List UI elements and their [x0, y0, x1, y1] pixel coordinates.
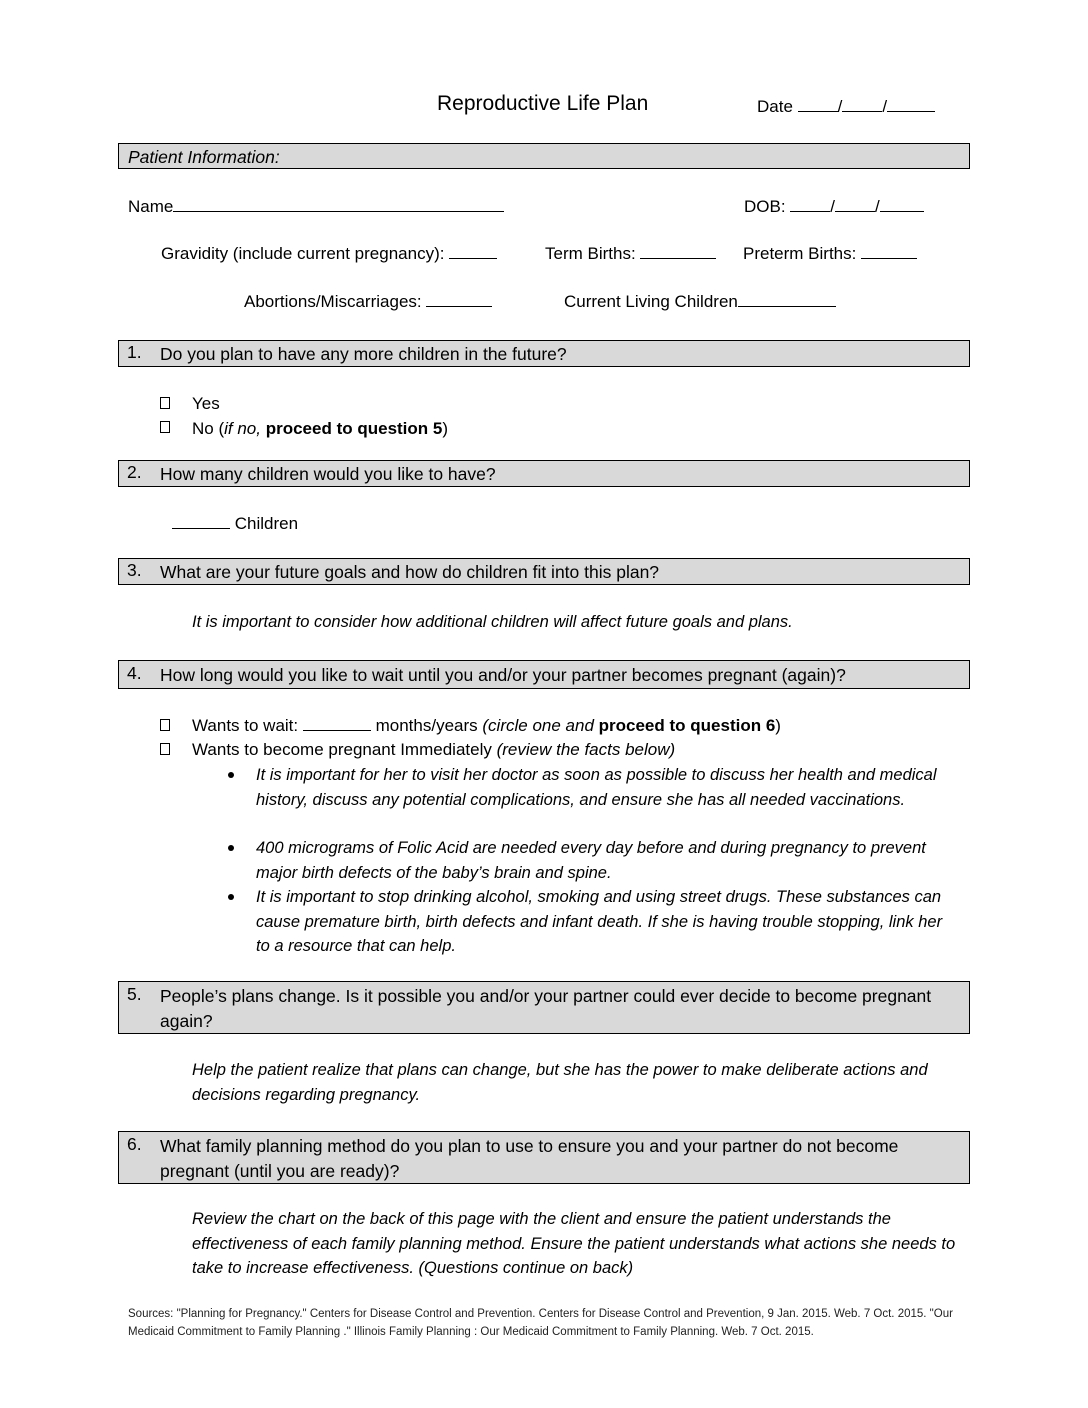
living-children-label: Current Living Children	[564, 292, 738, 311]
question-1-text: Do you plan to have any more children in the future?	[160, 344, 567, 364]
q1-no-instruction: proceed to question 5	[265, 419, 443, 438]
name-field[interactable]	[128, 197, 504, 217]
question-5-note: Help the patient realize that plans can change, but she has the power to make deliberate actions and decisions regarding pregnancy.	[192, 1061, 928, 1104]
question-1-header	[118, 340, 970, 367]
q1-no-checkbox[interactable]	[160, 421, 170, 433]
date-month-blank[interactable]	[798, 110, 838, 112]
question-3-number: 3.	[127, 560, 142, 580]
question-5-text: People’s plans change. Is it possible you and/or your partner could ever decide to become pregnant again?	[160, 986, 932, 1031]
term-births-label: Term Births:	[545, 244, 636, 263]
term-births-blank[interactable]	[640, 257, 716, 259]
q4-wait-label: Wants to wait:	[192, 716, 299, 735]
q1-no-condition: if no,	[224, 419, 261, 438]
children-count-field[interactable]	[172, 514, 298, 534]
bullet-icon	[228, 772, 234, 778]
question-6-header	[118, 1131, 970, 1184]
question-5-number: 5.	[127, 984, 142, 1004]
dob-month-blank[interactable]	[790, 210, 830, 212]
preterm-births-blank[interactable]	[861, 257, 917, 259]
dob-sep-2: /	[875, 197, 880, 216]
q4-wait-blank[interactable]	[303, 729, 371, 731]
living-children-field[interactable]	[564, 292, 836, 312]
children-count-blank[interactable]	[172, 527, 230, 529]
children-label: Children	[234, 514, 299, 533]
bullet-icon	[228, 845, 234, 851]
q4-wait-instruction: proceed to question 6	[598, 716, 776, 735]
gravidity-blank[interactable]	[449, 257, 497, 259]
patient-info-label: Patient Information:	[128, 147, 280, 167]
q4-wait-option	[192, 716, 781, 736]
question-3-text: What are your future goals and how do children fit into this plan?	[160, 562, 660, 582]
fact-2: 400 micrograms of Folic Acid are needed every day before and during pregnancy to prevent major birth defects of the baby’s brain and spine.	[256, 839, 926, 882]
dob-day-blank[interactable]	[835, 210, 875, 212]
question-2-text: How many children would you like to have?	[160, 464, 496, 484]
patient-info-header	[118, 143, 970, 169]
gravidity-label: Gravidity (include current pregnancy):	[161, 244, 445, 263]
fact-1: It is important for her to visit her doctor as soon as possible to discuss her health and medical history, discuss any potential complications, and ensure she has all needed vaccinations.	[256, 766, 937, 809]
q1-no-option	[192, 419, 448, 439]
q4-immediate-label: Wants to become pregnant Immediately	[192, 740, 492, 759]
q4-wait-note: (circle one and	[482, 716, 594, 735]
dob-field[interactable]	[744, 197, 924, 217]
dob-year-blank[interactable]	[880, 210, 924, 212]
q4-immediate-option	[192, 740, 675, 760]
question-6-number: 6.	[127, 1134, 142, 1154]
q1-yes-checkbox[interactable]	[160, 397, 170, 409]
question-4-header	[118, 660, 970, 689]
q1-no-close: )	[442, 419, 449, 438]
question-2-number: 2.	[127, 462, 142, 482]
q4-wait-unit: months/years	[375, 716, 478, 735]
question-6-text: What family planning method do you plan to use to ensure you and your partner do not become pregnant (until you are ready)?	[160, 1136, 899, 1181]
fact-3: It is important to stop drinking alcohol, smoking and using street drugs. These substances can cause premature birth, birth defects and infant death. If she is having trouble stopping, link her to a resource that can help.	[256, 888, 943, 955]
question-4-number: 4.	[127, 663, 142, 683]
dob-label: DOB:	[744, 197, 786, 216]
date-sep-1: /	[837, 97, 843, 116]
date-sep-2: /	[882, 97, 888, 116]
q4-wait-close: )	[775, 716, 781, 735]
preterm-births-field[interactable]	[743, 244, 917, 264]
abortions-label: Abortions/Miscarriages:	[244, 292, 422, 311]
date-year-blank[interactable]	[887, 110, 935, 112]
gravidity-field[interactable]	[161, 244, 497, 264]
name-label: Name	[128, 197, 174, 216]
abortions-blank[interactable]	[426, 305, 492, 307]
term-births-field[interactable]	[545, 244, 716, 264]
abortions-field[interactable]	[244, 292, 492, 312]
question-4-text: How long would you like to wait until you and/or your partner becomes pregnant (again)?	[160, 665, 846, 685]
question-2-header	[118, 460, 970, 487]
q4-immediate-note: (review the facts below)	[496, 740, 676, 759]
page-title: Reproductive Life Plan	[437, 92, 649, 115]
question-5-header	[118, 981, 970, 1034]
name-blank[interactable]	[173, 210, 504, 212]
date-day-blank[interactable]	[842, 110, 882, 112]
living-children-blank[interactable]	[738, 305, 836, 307]
date-field[interactable]	[757, 97, 935, 117]
q1-yes-label: Yes	[192, 394, 220, 413]
question-1-number: 1.	[127, 342, 142, 362]
q4-immediate-checkbox[interactable]	[160, 743, 170, 755]
sources-footnote: Sources: "Planning for Pregnancy." Centers for Disease Control and Prevention. Centers for Disease Control and Prevention, 9 Jan. 2015. Web. 7 Oct. 2015. "Our Medicaid Commitment to Family Planning ." Illinois Family Planning : Our Medicaid Commitment to Family Planning. Web. 7 Oct. 2015.	[128, 1308, 953, 1338]
dob-sep-1: /	[830, 197, 836, 216]
question-6-note: Review the chart on the back of this page with the client and ensure the patient understands the effectiveness of each family planning method. Ensure the patient understands what actions she needs to take to increase effectiveness. (Questions continue on back)	[192, 1210, 956, 1277]
preterm-births-label: Preterm Births:	[743, 244, 857, 263]
question-3-header	[118, 558, 970, 585]
q1-no-label: No (	[192, 419, 225, 438]
question-3-note: It is important to consider how additional children will affect future goals and plans.	[192, 613, 793, 631]
q4-wait-checkbox[interactable]	[160, 719, 170, 731]
bullet-icon	[228, 894, 234, 900]
date-label: Date	[757, 97, 793, 116]
